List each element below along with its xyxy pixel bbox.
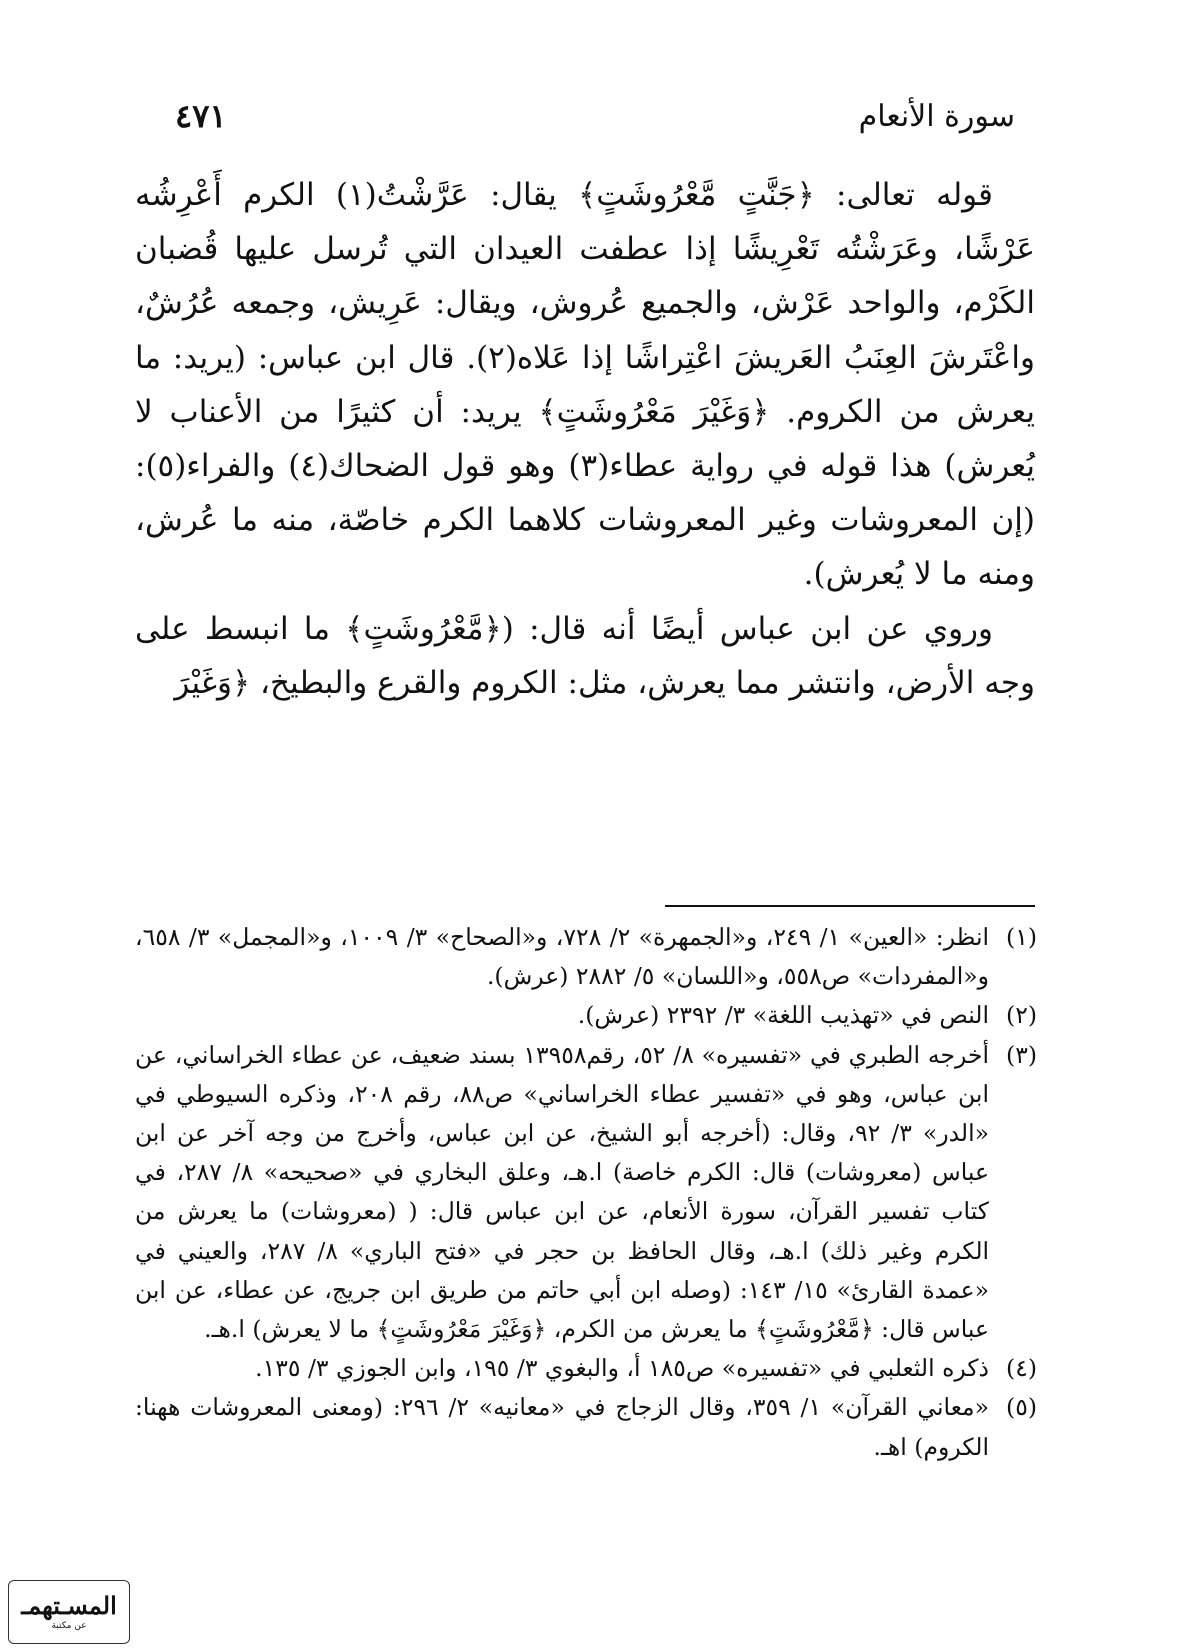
footnote-2 <box>135 996 1037 1035</box>
footnote-text: انظر: «العين» ١/ ٢٤٩، و«الجمهرة» ٢/ ٧٢٨، و«الصحاح» ٣/ ١٠٠٩، و«المجمل» ٣/ ٦٥٨، و«المفردات» ص٥٥٨، و«اللسان» ٥/ ٢٨٨٢ (عرش). <box>135 923 990 991</box>
stamp-sub-text: عن مكتبة <box>51 1621 87 1631</box>
footnote-number: (٣) <box>1006 1040 1037 1069</box>
footnote-number: (٤) <box>1006 1354 1037 1383</box>
footnote-separator <box>665 905 1035 907</box>
footnote-4 <box>135 1349 1037 1388</box>
footnote-3 <box>135 1036 1037 1350</box>
footnote-number: (١) <box>1006 923 1037 951</box>
footnote-1 <box>135 918 1037 996</box>
main-text <box>135 168 1035 710</box>
footnote-text: ذكره الثعلبي في «تفسيره» ص١٨٥ أ، والبغوي ٣/ ١٩٥، وابن الجوزي ٣/ ١٣٥. <box>255 1354 989 1383</box>
stamp-main-text: المسـتهمـ <box>21 1591 117 1620</box>
footnote-text: أخرجه الطبري في «تفسيره» ٨/ ٥٢، رقم١٣٩٥٨ بسند ضعيف، عن عطاء الخراساني، عن ابن عباس، وهو في «تفسير عطاء الخراساني» ص٨٨، رقم ٢٠٨، وذكره السيوطي في «الدر» ٣/ ٩٢، وقال: (أخرجه أبو الشيخ، عن ابن عباس، وأخرج من وجه آخر عن ابن عباس (معروشات) قال: الكرم خاصة) ا.هـ، وعلق البخاري في «صحيحه» ٨/ ٢٨٧، في كتاب تفسير القرآن، سورة الأنعام، عن ابن عباس قال: ( (معروشات) ما يعرش من الكرم وغير ذلك) ا.هـ، وقال الحافظ بن حجر في «فتح الباري» ٨/ ٢٨٧، والعيني في «عمدة القارئ» ١٥/ ١٤٣: (وصله ابن أبي حاتم من طريق ابن جريج، عن عطاء، عن ابن عباس قال: ﴿مَّعْرُوشَتٍ﴾ ما يعرش من الكرم، ﴿وَغَيْرَ مَعْرُوشَتٍ﴾ ما لا يعرش) ا.هـ. <box>135 1040 990 1344</box>
footnote-5 <box>135 1388 1037 1466</box>
footnote-text: النص في «تهذيب اللغة» ٣/ ٢٣٩٢ (عرش). <box>577 1001 989 1030</box>
paragraph-2: وروي عن ابن عباس أيضًا أنه قال: (﴿مَّعْرُوشَتٍ﴾ ما انبسط على وجه الأرض، وانتشر مما يعرش، مثل: الكروم والقرع والبطيخ، ﴿وَغَيْرَ <box>135 610 1035 701</box>
footnotes <box>135 918 1037 1467</box>
page-header <box>175 92 1015 140</box>
paragraph-1: قوله تعالى: ﴿جَنَّتٍ مَّعْرُوشَتٍ﴾ يقال: عَرَّشْتُ(١) الكرم أَعْرِشُه عَرْشًا، وعَرَشْتُه تَعْرِيشًا إذا عطفت العيدان التي تُرسل عليها قُضبان الكَرْم، والواحد عَرْش، والجميع عُروش، ويقال: عَرِيش، وجمعه عُرُشٌ، واعْتَرشَ العِنَبُ العَريشَ اعْتِراشًا إذا عَلاه(٢). قال ابن عباس: (يريد: ما يعرش من الكروم. ﴿وَغَيْرَ مَعْرُوشَتٍ﴾ يريد: أن كثيرًا من الأعناب لا يُعرش) هذا قوله في رواية عطاء(٣) وهو قول الضحاك(٤) والفراء(٥): (إن المعروشات وغير المعروشات كلاهما الكرم خاصّة، منه ما عُرش، ومنه ما لا يُعرش). <box>135 177 1036 593</box>
library-stamp-logo <box>8 1580 130 1644</box>
surah-title: سورة الأنعام <box>858 98 1015 134</box>
page-number: ٤٧١ <box>175 97 227 135</box>
footnote-number: (٥) <box>1006 1393 1037 1422</box>
footnote-text: «معاني القرآن» ١/ ٣٥٩، وقال الزجاج في «معانيه» ٢/ ٢٩٦: (ومعنى المعروشات ههنا: الكروم) اهـ. <box>135 1393 990 1461</box>
footnote-number: (٢) <box>1006 1001 1037 1030</box>
